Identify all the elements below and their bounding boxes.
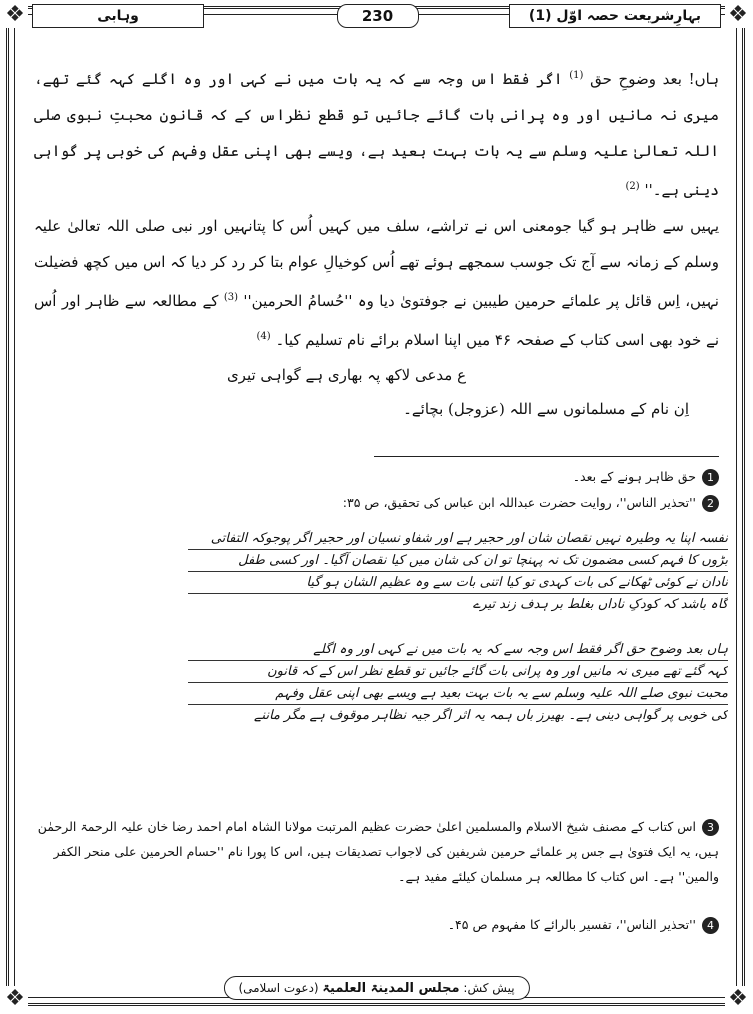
scan-line: نفسہ اپنا یہ وطیرہ نہیں نقصان شان اور حجیر ہے اور شفاو نسیان اور حجیر اگر پوجوکہ التفاتی [188, 528, 728, 550]
corner-ornament-icon: ❖ [2, 986, 28, 1012]
book-title: بہارِشریعت حصہ اوّل (1) [509, 4, 721, 28]
footnote-ref[interactable]: (4) [256, 331, 271, 342]
paragraph-1: ہاں! بعد وضوحِ حق $^{(1)}$ اگر فقط اس وجہ سے کہ یہ بات میں نے کہی اور وہ اگلے کہہ گئے تھے، میری نہ مانیں اور وہ پرانی بات گائے جائیں تو قطع نظراس کے کہ قانونِ محبتِ نبوی صلی اللہ تعالیٰ علیہ وسلم سے یہ بات بہت بعید ہے، ویسے بھی اپنی عقل وفہم کی خوبی پر گواہی دینی ہے۔'' $^{(2)}$ [34, 70, 719, 199]
closing-line: اِن نام کے مسلمانوں سے اللہ (عزوجل) بچائے۔ [403, 400, 689, 418]
corner-ornament-icon: ❖ [725, 2, 751, 28]
footnote-number: 2 [702, 495, 719, 512]
footnote-number: 4 [702, 917, 719, 934]
publisher-name: مجلس المدینۃ العلمیۃ [322, 981, 460, 996]
scan-line: نادان نے کوئی ٹھکانے کی بات کہدی تو کیا اتنی بات سے وہ عظیم الشان ہو گیا [188, 572, 728, 594]
section-title: وہابی [32, 4, 204, 28]
verse: ع مدعی لاکھ پہ بھاری ہے گواہی تیری [226, 366, 467, 384]
scan-line: ہاں بعد وضوح حق اگر فقط اس وجہ سے کہ یہ بات میں نے کہی اور وہ اگلے [188, 639, 728, 661]
footnote-1: 1حق ظاہر ہونے کے بعد۔ [34, 466, 719, 488]
footnote-ref[interactable]: (1) [569, 70, 584, 81]
page-number: 230 [337, 4, 419, 28]
scan-line: کہہ گئے تھے میری نہ مانیں اور وہ پرانی بات گائے جائیں تو قطع نظر اس کے کہ قانون [188, 661, 728, 683]
scan-line: گاہ باشد کہ کودکِ ناداں بغلط بر ہدف زند تیرے [472, 597, 728, 612]
footnote-separator [374, 456, 719, 457]
footnote-2: 2''تحذیر الناس''، روایت حضرت عبداللہ ابن عباس کی تحقیق، ص ۳۵: [34, 492, 719, 514]
page-header [32, 4, 721, 28]
footnote-number: 3 [702, 819, 719, 836]
footnote-number: 1 [702, 469, 719, 486]
scan-line: بڑوں کا فہم کسی مضمون تک نہ پہنچا تو ان کی شان میں کیا نقصان آگیا۔ اور کسی طفل [188, 550, 728, 572]
main-text [34, 58, 719, 426]
footnote-ref[interactable]: (3) [223, 292, 239, 303]
footnote-ref[interactable]: (2) [625, 181, 640, 192]
scanned-excerpt-image [188, 528, 728, 763]
scan-line: محبت نبوی صلے اللہ علیہ وسلم سے یہ بات بہت بعید ہے ویسے بھی اپنی عقل وفہم [188, 683, 728, 705]
scan-line: کی خوبی پر گواہی دینی ہے۔ بھیرز باں ہمہ یہ اثر اگر جیہ نظاہر موقوف ہے مگر ماننے [253, 708, 728, 723]
corner-ornament-icon: ❖ [2, 2, 28, 28]
paragraph-2: یہیں سے ظاہر ہو گیا جومعنی اس نے تراشے، سلف میں کہیں اُس کا پتانہیں اور نبی صلی اللہ تعالیٰ علیہ وسلم کے زمانہ سے آج تک جوسب سمجھے ہوئے تھے اُس کوخیالِ عوام بتا کر رد کر دیا کہ اس میں کچھ فضیلت نہیں، اِس قائل پر علمائے حرمین طیبین نے جوفتویٰ دیا وہ ''حُسامُ الحرمین'' $^{(3)}$ کے مطالعہ سے ظاہر اور اُس نے خود بھی اسی کتاب کے صفحہ ۴۶ میں اپنا اسلام برائے نام تسلیم کیا۔ $^{(4)}$ [34, 217, 719, 349]
footnote-3: 3اس کتاب کے مصنف شیخ الاسلام والمسلمین اعلیٰ حضرت عظیم المرتبت مولانا الشاہ امام احمد رضا خان علیہ الرحمۃ الرحمٰن ہیں، یہ ایک فتویٰ ہے جس پر علمائے حرمین شریفین کی لاجواب تصدیقات ہیں، اس کا پورا نام ''حسام الحرمین علی منحر الکفر والمین'' ہے۔ اس کتاب کا مطالعہ ہر مسلمان کیلئے مفید ہے۔ [37, 819, 719, 884]
footnote-4: 4''تحذیر الناس''، تفسیر بالرائے کا مفہوم ص ۴۵۔ [34, 914, 719, 936]
publisher-footer: پیش کش: مجلس المدینۃ العلمیۃ (دعوت اسلامی) [223, 976, 529, 1000]
corner-ornament-icon: ❖ [725, 986, 751, 1012]
